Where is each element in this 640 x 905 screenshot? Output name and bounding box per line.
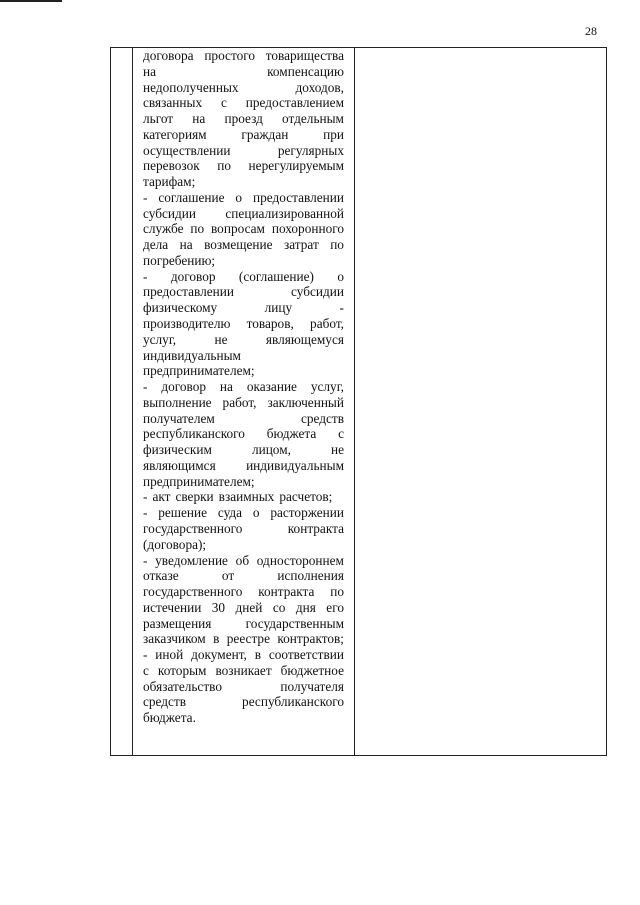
table-cell-text	[143, 48, 344, 726]
text-line	[143, 600, 344, 616]
text-word: -	[143, 505, 148, 521]
text-line	[143, 48, 344, 64]
text-word: доходов,	[295, 79, 344, 95]
text-word: лицом,	[251, 442, 291, 458]
text-word: услуг,	[310, 379, 344, 395]
text-word: являющемуся	[265, 331, 344, 347]
text-word: простого	[204, 48, 256, 63]
text-word: предпринимателем;	[143, 473, 255, 489]
text-word: компенсацию	[267, 63, 344, 79]
text-word: государственного	[143, 520, 243, 536]
text-word: сверки	[175, 489, 214, 505]
text-word: физическому	[143, 300, 218, 316]
text-word: о	[235, 189, 243, 205]
text-line	[143, 237, 344, 253]
text-line	[143, 663, 344, 679]
text-word: товаров,	[246, 316, 294, 332]
text-line	[143, 442, 344, 458]
text-word: контракта	[258, 584, 315, 600]
text-word: производителю	[143, 316, 231, 332]
text-word: индивидуальным	[143, 347, 241, 363]
text-word: -	[143, 268, 148, 284]
text-word: договора	[143, 48, 194, 63]
text-word: бюджета	[266, 426, 317, 442]
text-line	[143, 300, 344, 316]
text-line	[143, 190, 344, 206]
text-word: одностороннем	[256, 552, 344, 568]
text-word: республиканского	[143, 426, 245, 442]
text-word: возникает	[215, 662, 272, 678]
text-word: договор	[161, 379, 207, 395]
page-number: 28	[585, 24, 597, 38]
text-word: о	[252, 505, 260, 521]
text-word: контрактов;	[277, 631, 344, 647]
text-word: расторжении	[270, 505, 344, 521]
text-line	[143, 127, 344, 143]
text-word: бюджета.	[143, 710, 196, 726]
text-word: на	[143, 63, 157, 79]
text-word: оказание	[246, 379, 297, 395]
text-word: -	[143, 647, 148, 663]
text-word: нерегулируемым	[248, 158, 344, 174]
text-word: исполнения	[277, 568, 344, 584]
text-word: расчетов;	[279, 489, 333, 505]
text-word: со	[272, 599, 286, 615]
text-line	[143, 521, 344, 537]
text-word: взаимных	[218, 489, 275, 505]
text-word: средств	[143, 694, 187, 710]
text-word: дней	[235, 599, 263, 615]
text-word: не	[330, 442, 344, 458]
text-line	[143, 158, 344, 174]
text-word: реестре	[226, 631, 270, 647]
text-word: физическим	[143, 442, 212, 458]
text-line	[143, 332, 344, 348]
text-word: с	[338, 426, 344, 442]
text-word: уведомление	[155, 552, 228, 568]
text-word: не	[214, 331, 228, 347]
text-word: 30	[211, 599, 226, 615]
text-word: категориям	[143, 126, 207, 142]
text-word: работ,	[310, 316, 344, 332]
text-word: вопросам	[211, 221, 265, 237]
text-line	[143, 710, 344, 726]
text-word: о	[337, 268, 344, 284]
text-word: затрат	[283, 237, 319, 253]
text-line	[143, 348, 344, 364]
text-word: лицу	[264, 300, 293, 316]
text-word: предпринимателем;	[143, 363, 255, 379]
text-word: суда	[217, 505, 243, 521]
text-word: заказчиком	[143, 631, 206, 647]
text-word: республиканского	[242, 694, 344, 710]
text-line	[143, 284, 344, 300]
text-line	[143, 584, 344, 600]
text-word: государственным	[245, 615, 344, 631]
text-word: -	[143, 489, 148, 505]
text-word: -	[143, 379, 148, 395]
text-word: недополученных	[143, 79, 239, 95]
text-word: по	[330, 237, 344, 253]
text-line	[143, 206, 344, 222]
text-line	[143, 489, 344, 505]
text-word: товарищества	[265, 48, 344, 63]
text-word: об	[235, 552, 250, 568]
text-word: выполнение	[143, 394, 212, 410]
text-word: с	[220, 95, 227, 111]
text-word: отдельным	[282, 111, 344, 127]
text-word: предоставлением	[245, 95, 344, 111]
text-word: его	[326, 599, 344, 615]
text-word: возмещение	[204, 237, 273, 253]
text-word: по	[217, 158, 231, 174]
text-line	[143, 679, 344, 695]
text-line	[143, 411, 344, 427]
text-word: услуг,	[143, 331, 177, 347]
text-line	[143, 174, 344, 190]
text-word: -	[339, 300, 344, 316]
text-line	[143, 95, 344, 111]
text-word: в	[213, 631, 220, 647]
text-word: иной	[155, 647, 184, 663]
text-line	[143, 458, 344, 474]
text-word: (договора);	[143, 536, 207, 552]
text-word: истечении	[143, 599, 202, 615]
text-word: государственного	[143, 584, 243, 600]
text-word: дня	[295, 599, 316, 615]
text-line	[143, 316, 344, 332]
text-word: обязательство	[143, 678, 222, 694]
text-word: на	[192, 111, 206, 127]
text-word: специализированной	[225, 205, 344, 221]
text-word: решение	[158, 505, 208, 521]
text-word: дела	[143, 237, 169, 253]
text-word: по	[190, 221, 205, 237]
text-line	[143, 379, 344, 395]
text-word: размещения	[143, 615, 212, 631]
text-word: тарифам;	[143, 174, 196, 190]
text-word: работ,	[222, 394, 257, 410]
text-word: граждан	[241, 126, 289, 142]
text-word: средств	[300, 410, 344, 426]
text-word: соответствии	[268, 647, 344, 663]
text-line	[143, 221, 344, 237]
text-word: при	[323, 126, 344, 142]
text-line	[143, 64, 344, 80]
text-word: документ,	[191, 647, 247, 663]
text-word: субсидии	[143, 205, 196, 221]
table-column-divider	[132, 48, 133, 755]
text-word: договор	[170, 268, 216, 284]
text-line	[143, 253, 344, 269]
text-word: осуществлении	[143, 142, 231, 158]
text-line	[143, 363, 344, 379]
text-line	[143, 143, 344, 159]
text-word: получателя	[280, 678, 344, 694]
text-word: по	[330, 584, 344, 600]
text-word: акт	[152, 489, 171, 505]
text-word: бюджетное	[280, 662, 344, 678]
text-word: предоставлении	[143, 284, 235, 300]
text-word: получателем	[143, 410, 215, 426]
text-word: индивидуальным	[246, 457, 344, 473]
text-word: погребению;	[143, 252, 216, 268]
text-word: связанных	[143, 95, 203, 111]
text-line	[143, 80, 344, 96]
text-word: похоронного	[271, 221, 344, 237]
text-line	[143, 694, 344, 710]
scan-edge-mark	[0, 0, 62, 2]
text-word: -	[143, 189, 148, 205]
text-line	[143, 111, 344, 127]
text-word: -	[143, 552, 148, 568]
text-word: заключенный	[267, 394, 344, 410]
text-word: на	[219, 379, 233, 395]
text-word: с	[143, 662, 149, 678]
text-word: отказе	[143, 568, 179, 584]
text-line	[143, 505, 344, 521]
text-word: которым	[157, 662, 207, 678]
text-line	[143, 474, 344, 490]
text-word: перевозок	[143, 158, 200, 174]
text-line	[143, 269, 344, 285]
table-column-divider	[354, 48, 355, 755]
text-word: контракта	[287, 520, 344, 536]
text-word: льгот	[143, 111, 174, 127]
text-line	[143, 426, 344, 442]
text-line	[143, 553, 344, 569]
text-word: проезд	[224, 111, 263, 127]
text-line	[143, 395, 344, 411]
text-word: на	[179, 237, 193, 253]
text-line	[143, 647, 344, 663]
text-word: субсидии	[291, 284, 344, 300]
text-word: в	[254, 647, 261, 663]
text-word: соглашение	[158, 189, 225, 205]
text-line	[143, 616, 344, 632]
text-word: (соглашение)	[238, 268, 314, 284]
text-word: службе	[143, 221, 184, 237]
text-word: от	[221, 568, 235, 584]
text-word: регулярных	[277, 142, 344, 158]
text-word: являющимся	[143, 457, 216, 473]
text-line	[143, 537, 344, 553]
text-line	[143, 631, 344, 647]
text-word: предоставлении	[252, 189, 344, 205]
text-line	[143, 568, 344, 584]
